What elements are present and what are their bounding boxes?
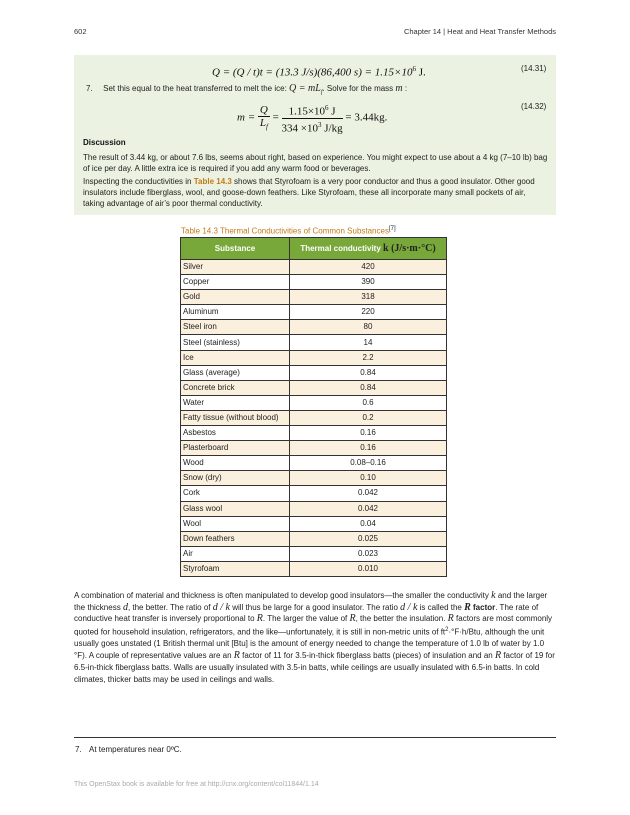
substance-cell: Copper	[181, 275, 290, 290]
eq2-frac2-num-exp: 6	[325, 104, 329, 112]
eq2-lhs: m =	[237, 111, 256, 124]
para-var-dk-2: d / k	[400, 601, 418, 613]
conductivity-cell: 80	[290, 320, 447, 335]
substance-cell: Steel iron	[181, 320, 290, 335]
step-text-a: Set this equal to the heat transferred to melt the ice:	[103, 84, 287, 93]
conductivity-cell: 0.08–0.16	[290, 456, 447, 471]
table-row	[181, 380, 447, 395]
conductivity-cell: 220	[290, 305, 447, 320]
discussion-paragraph-1: The result of 3.44 kg, or about 7.6 lbs, seems about right, based on experience. You might expect to use about a 4 kg (7–10 lb) bag of ice per day. A little extra ice is required if you add any warm food or beverages.	[83, 153, 548, 173]
eq2-result: = 3.44kg.	[345, 111, 388, 124]
eq2-frac2-num: 1.15×10	[288, 105, 326, 118]
table-row	[181, 531, 447, 546]
table-row	[181, 365, 447, 380]
eq2-frac1-num: Q	[259, 103, 268, 116]
para-s3: , the better. The ratio of	[127, 602, 211, 612]
substance-cell: Wood	[181, 456, 290, 471]
eq2-frac1-den: L	[259, 116, 266, 129]
substance-cell: Gold	[181, 290, 290, 305]
para-s9: , the better the insulation.	[355, 614, 446, 624]
table-header-row	[181, 238, 447, 260]
table-row	[181, 275, 447, 290]
substance-cell: Silver	[181, 260, 290, 275]
eq1-exponent: 6	[412, 65, 416, 73]
table-row	[181, 486, 447, 501]
step-text-b: . Solve for the mass	[322, 84, 394, 93]
conductivity-cell: 0.042	[290, 501, 447, 516]
table-row	[181, 305, 447, 320]
table-caption-ref[interactable]: [7]	[388, 226, 396, 232]
step-formula-sub: f	[320, 89, 323, 96]
conductivity-cell: 420	[290, 260, 447, 275]
table-caption-text: Table 14.3 Thermal Conductivities of Common Substances	[181, 226, 389, 236]
substance-cell: Styrofoam	[181, 561, 290, 576]
table-row	[181, 410, 447, 425]
para-var-k: k	[491, 590, 496, 601]
conductivity-cell: 0.04	[290, 516, 447, 531]
para-s7: . The rate of conductive heat transfer is inversely proportional to	[74, 602, 539, 624]
discussion-p2-text-b: shows that Styrofoam is a very poor conductor and thus a good insulator. Other good insulators include fiberglass, wool, and goose-down feathers. Like Styrofoam, these all incorporate many small pockets of air, taking advantage of air’s poor thermal conductivity.	[83, 177, 535, 208]
page-number: 602	[74, 27, 87, 36]
eq2-frac2-den-exp: 3	[318, 120, 322, 129]
footnote-number: 7.	[75, 745, 82, 754]
para-s10-exp: 2	[445, 627, 449, 634]
para-var-dk: d / k	[212, 601, 230, 613]
conductivity-cell: 0.042	[290, 486, 447, 501]
col-header-conductivity	[290, 238, 447, 260]
table-14-3-link[interactable]: Table 14.3	[193, 177, 232, 186]
para-s10: factors are most commonly quoted for household insulation, refrigerators, and the like—unfortunately, it is still in non-metric units of ft	[74, 614, 553, 637]
para-s4: will thus be large for a good insulator. The ratio	[232, 602, 398, 612]
footnote-rule	[74, 737, 556, 738]
step-var-m: m	[395, 83, 403, 94]
table-row	[181, 516, 447, 531]
step-formula: Q = mL	[289, 83, 321, 94]
substance-cell: Air	[181, 546, 290, 561]
table-row	[181, 546, 447, 561]
substance-cell: Fatty tissue (without blood)	[181, 410, 290, 425]
substance-cell: Glass (average)	[181, 365, 290, 380]
table-row	[181, 471, 447, 486]
eq2-frac2-den-unit: J/kg	[321, 122, 343, 135]
substance-cell: Glass wool	[181, 501, 290, 516]
table-row	[181, 561, 447, 576]
substance-cell: Water	[181, 395, 290, 410]
step-7	[86, 83, 407, 99]
eq2-equals: =	[272, 111, 279, 124]
conductivity-cell: 0.10	[290, 471, 447, 486]
eq2-frac2-num-unit: J	[328, 105, 336, 118]
conductivity-cell: 14	[290, 335, 447, 350]
table-row	[181, 335, 447, 350]
col-header-conductivity-label: Thermal conductivity	[300, 244, 381, 253]
para-var-R-3: R	[349, 613, 356, 625]
table-row	[181, 501, 447, 516]
substance-cell: Steel (stainless)	[181, 335, 290, 350]
table-caption	[181, 226, 396, 236]
conductivity-cell: 0.84	[290, 365, 447, 380]
eq1-lhs: Q = (Q / t)t = (13.3 J/s)(86,400 s) = 1.15×10	[212, 66, 413, 79]
para-s11: ·°F·h/Btu, although the unit usually goes unstated (1 British thermal unit [Btu] is the amount of energy needed to change the temperature of 1.0 lb of water by 1.0 °F). A couple of representative values are an	[74, 627, 545, 661]
conductivity-cell: 0.2	[290, 410, 447, 425]
eq2-frac1-den-sub: f	[265, 122, 268, 131]
para-var-R-2: R	[256, 613, 263, 625]
para-s8: . The larger the value of	[262, 614, 348, 624]
para-var-R-6: R	[494, 650, 502, 662]
eq2-fraction-1	[258, 104, 270, 133]
eq1-rhs: J.	[415, 66, 426, 79]
para-s1: A combination of material and thickness is often manipulated to develop good insulators—the smaller the conductivity	[74, 591, 489, 600]
substance-cell: Down feathers	[181, 531, 290, 546]
eq2-frac2-den: 334 ×10	[281, 122, 319, 135]
para-var-R-bold: R	[464, 601, 471, 613]
substance-cell: Ice	[181, 350, 290, 365]
r-factor-paragraph	[74, 590, 558, 685]
conductivity-cell: 0.023	[290, 546, 447, 561]
table-row	[181, 441, 447, 456]
conductivity-cell: 0.025	[290, 531, 447, 546]
para-s5: is called the	[419, 602, 462, 612]
col-header-conductivity-unit: k (J/s·m·°C)	[383, 243, 436, 254]
page-footer: This OpenStax book is available for free at http://cnx.org/content/col11844/1.14	[74, 781, 319, 788]
step-text-c: :	[404, 84, 408, 93]
chapter-title: Chapter 14 | Heat and Heat Transfer Methods	[403, 27, 556, 36]
conductivity-cell: 2.2	[290, 350, 447, 365]
conductivity-cell: 0.16	[290, 441, 447, 456]
conductivity-cell: 0.010	[290, 561, 447, 576]
table-row	[181, 320, 447, 335]
step-number: 7.	[86, 84, 93, 93]
substance-cell: Asbestos	[181, 426, 290, 441]
table-row	[181, 426, 447, 441]
table-row	[181, 456, 447, 471]
para-s12: factor of 11 for 3.5-in-thick fiberglass batts (pieces) of insulation and an	[242, 651, 493, 661]
eq2-fraction-2	[282, 102, 343, 134]
conductivity-cell: 390	[290, 275, 447, 290]
footnote-text: At temperatures near 0ºC.	[89, 745, 182, 754]
para-var-R-4: R	[447, 613, 454, 625]
para-var-d: d	[122, 601, 128, 613]
substance-cell: Snow (dry)	[181, 471, 290, 486]
conductivity-table	[180, 237, 447, 577]
conductivity-cell: 318	[290, 290, 447, 305]
table-row	[181, 290, 447, 305]
discussion-paragraph-2	[83, 176, 548, 209]
table-row	[181, 260, 447, 275]
discussion-heading: Discussion	[83, 138, 126, 147]
para-s13: factor of 19 for 6.5-in-thick fiberglass batts. Walls are usually insulated with 3.5-in batts, while ceilings are usually insulated with 6.5-in batts. In cold climates, thicker batts may be used in ceilings and walls.	[74, 651, 555, 684]
substance-cell: Aluminum	[181, 305, 290, 320]
para-var-R-5: R	[233, 650, 240, 662]
col-header-substance: Substance	[181, 238, 290, 260]
para-s2: and the larger the thickness	[74, 591, 548, 612]
table-row	[181, 350, 447, 365]
para-factor-bold: factor	[473, 602, 496, 612]
substance-cell: Plasterboard	[181, 441, 290, 456]
conductivity-cell: 0.84	[290, 380, 447, 395]
discussion-p2-text-a: Inspecting the conductivities in	[83, 177, 194, 186]
equation-number-14-32: (14.32)	[521, 102, 547, 111]
equation-number-14-31: (14.31)	[521, 64, 547, 73]
substance-cell: Concrete brick	[181, 380, 290, 395]
conductivity-cell: 0.6	[290, 395, 447, 410]
substance-cell: Wool	[181, 516, 290, 531]
conductivity-cell: 0.16	[290, 426, 447, 441]
table-row	[181, 395, 447, 410]
equation-14-31	[212, 65, 426, 79]
substance-cell: Cork	[181, 486, 290, 501]
equation-14-32	[237, 102, 387, 134]
